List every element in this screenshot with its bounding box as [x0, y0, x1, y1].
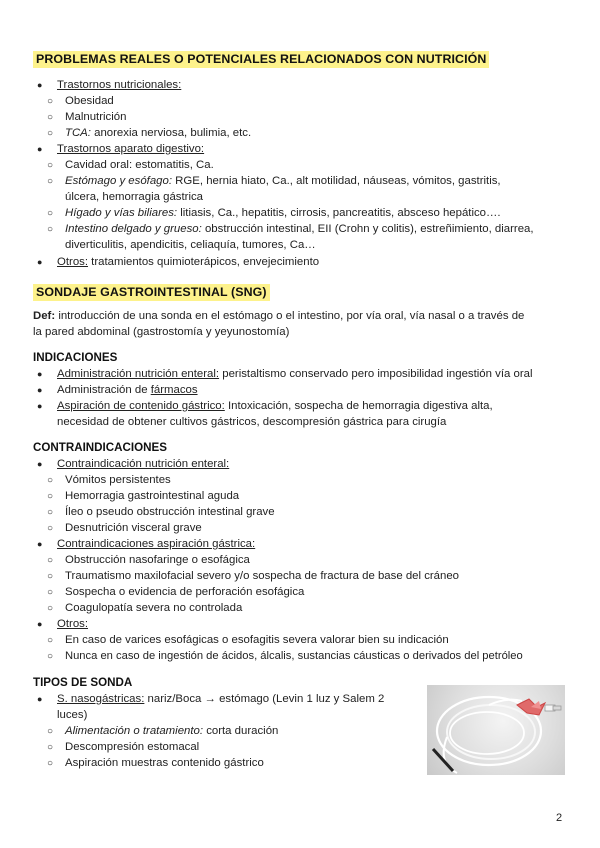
- list-item-text: anorexia nerviosa, bulimia, etc.: [90, 127, 252, 139]
- list-item: Malnutrición: [65, 111, 127, 123]
- circle-bullet-icon: ○: [47, 758, 54, 769]
- list-item: [57, 367, 532, 383]
- list-item: Nunca en caso de ingestión de ácidos, álcalis, sustancias cáusticas o derivados del petróleo: [65, 650, 523, 662]
- circle-bullet-icon: ○: [47, 224, 54, 235]
- bullet-icon: ●: [37, 80, 43, 90]
- list-item-continuation: luces): [57, 709, 88, 721]
- list-item: [57, 692, 384, 708]
- heading-indicaciones: INDICACIONES: [33, 351, 118, 364]
- list-item-label: Alimentación o tratamiento:: [65, 725, 204, 737]
- list-item: [65, 222, 534, 238]
- list-item: Sospecha o evidencia de perforación esofágica: [65, 586, 305, 598]
- circle-bullet-icon: ○: [47, 128, 54, 139]
- list-item: [65, 724, 278, 740]
- list-item: [65, 126, 251, 142]
- list-item: Vómitos persistentes: [65, 474, 171, 486]
- circle-bullet-icon: ○: [47, 603, 54, 614]
- list-item: [57, 537, 255, 553]
- list-item: [57, 255, 319, 271]
- list-item-continuation: diverticulitis, apendicitis, celiaquía, tumores, Ca…: [65, 239, 316, 251]
- circle-bullet-icon: ○: [47, 208, 54, 219]
- list-item-label: fármacos: [150, 384, 198, 396]
- list-item-label: TCA:: [65, 127, 91, 139]
- list-item-continuation: necesidad de obtener cultivos gástricos, descompresión gástrica para cirugía: [57, 416, 447, 428]
- list-item-text: Intoxicación, sospecha de hemorragia digestiva alta,: [224, 400, 493, 412]
- circle-bullet-icon: ○: [47, 651, 54, 662]
- circle-bullet-icon: ○: [47, 571, 54, 582]
- list-item-label: Hígado y vías biliares:: [65, 207, 178, 219]
- list-item-label: Aspiración de contenido gástrico:: [57, 400, 225, 412]
- list-item-text: nariz/Boca → estómago (Levin 1 luz y Salem 2: [144, 693, 385, 705]
- circle-bullet-icon: ○: [47, 176, 54, 187]
- list-item-text: Administración de: [57, 384, 151, 396]
- list-item-text: litiasis, Ca., hepatitis, cirrosis, pancreatitis, absceso hepático….: [177, 207, 501, 219]
- list-item-label: Otros:: [57, 618, 89, 630]
- section-title-sng: SONDAJE GASTROINTESTINAL (SNG): [33, 284, 270, 301]
- list-item-label: S. nasogástricas:: [57, 693, 145, 705]
- list-item-label: Contraindicación nutrición enteral:: [57, 458, 230, 470]
- circle-bullet-icon: ○: [47, 635, 54, 646]
- list-item: [57, 78, 181, 94]
- list-item: [57, 617, 88, 633]
- list-item-text: corta duración: [203, 725, 279, 737]
- bullet-icon: ●: [37, 619, 43, 629]
- list-item: Cavidad oral: estomatitis, Ca.: [65, 159, 214, 171]
- circle-bullet-icon: ○: [47, 112, 54, 123]
- bullet-icon: ●: [37, 385, 43, 395]
- list-item: Coagulopatía severa no controlada: [65, 602, 243, 614]
- list-item-label: Administración nutrición enteral:: [57, 368, 220, 380]
- circle-bullet-icon: ○: [47, 475, 54, 486]
- list-item: [57, 142, 204, 158]
- list-item-text: RGE, hernia hiato, Ca., alt motilidad, náuseas, vómitos, gastritis,: [172, 175, 501, 187]
- list-item: [57, 383, 198, 399]
- list-item-label: Trastornos aparato digestivo:: [57, 143, 205, 155]
- list-item-text: obstrucción intestinal, EII (Crohn y colitis), estreñimiento, diarrea,: [201, 223, 534, 235]
- list-item: Obesidad: [65, 95, 114, 107]
- bullet-icon: ●: [37, 144, 43, 154]
- circle-bullet-icon: ○: [47, 742, 54, 753]
- circle-bullet-icon: ○: [47, 96, 54, 107]
- list-item: En caso de varices esofágicas o esofagitis severa valorar bien su indicación: [65, 634, 449, 646]
- list-item: Traumatismo maxilofacial severo y/o sospecha de fractura de base del cráneo: [65, 570, 460, 582]
- bullet-icon: ●: [37, 257, 43, 267]
- list-item-label: Otros:: [57, 256, 89, 268]
- list-item: [65, 206, 501, 222]
- list-item-label: Contraindicaciones aspiración gástrica:: [57, 538, 256, 550]
- list-item: [57, 457, 229, 473]
- list-item-label: Intestino delgado y grueso:: [65, 223, 202, 235]
- definition-continuation: la pared abdominal (gastrostomía y yeyunostomía): [33, 326, 290, 338]
- list-item: Íleo o pseudo obstrucción intestinal grave: [65, 506, 275, 518]
- list-item: Obstrucción nasofaringe o esofágica: [65, 554, 250, 566]
- circle-bullet-icon: ○: [47, 507, 54, 518]
- list-item: [65, 174, 501, 190]
- heading-tipos-de-sonda: TIPOS DE SONDA: [33, 676, 133, 689]
- list-item: Hemorragia gastrointestinal aguda: [65, 490, 240, 502]
- bullet-icon: ●: [37, 459, 43, 469]
- list-item-continuation: úlcera, hemorragia gástrica: [65, 191, 204, 203]
- page-number: 2: [556, 812, 563, 824]
- list-item-text: tratamientos quimioterápicos, envejecimiento: [88, 256, 320, 268]
- bullet-icon: ●: [37, 694, 43, 704]
- bullet-icon: ●: [37, 401, 43, 411]
- circle-bullet-icon: ○: [47, 587, 54, 598]
- circle-bullet-icon: ○: [47, 726, 54, 737]
- list-item: Descompresión estomacal: [65, 741, 200, 753]
- list-item-text: peristaltismo conservado pero imposibilidad ingestión vía oral: [219, 368, 533, 380]
- list-item: Desnutrición visceral grave: [65, 522, 202, 534]
- heading-contraindicaciones: CONTRAINDICACIONES: [33, 441, 167, 454]
- circle-bullet-icon: ○: [47, 555, 54, 566]
- bullet-icon: ●: [37, 369, 43, 379]
- circle-bullet-icon: ○: [47, 491, 54, 502]
- list-item: [57, 399, 493, 415]
- definition-text: introducción de una sonda en el estómago o el intestino, por vía oral, vía nasal o a través de: [55, 310, 525, 322]
- list-item-label: Trastornos nutricionales:: [57, 79, 182, 91]
- circle-bullet-icon: ○: [47, 523, 54, 534]
- definition: [33, 309, 524, 325]
- definition-label: Def:: [33, 310, 56, 322]
- bullet-icon: ●: [37, 539, 43, 549]
- section-title-nutricion: PROBLEMAS REALES O POTENCIALES RELACIONADOS CON NUTRICIÓN: [33, 51, 489, 68]
- nasogastric-tube-image: [427, 685, 565, 775]
- tube-illustration: [427, 685, 565, 775]
- list-item: Aspiración muestras contenido gástrico: [65, 757, 264, 769]
- list-item-label: Estómago y esófago:: [65, 175, 173, 187]
- circle-bullet-icon: ○: [47, 160, 54, 171]
